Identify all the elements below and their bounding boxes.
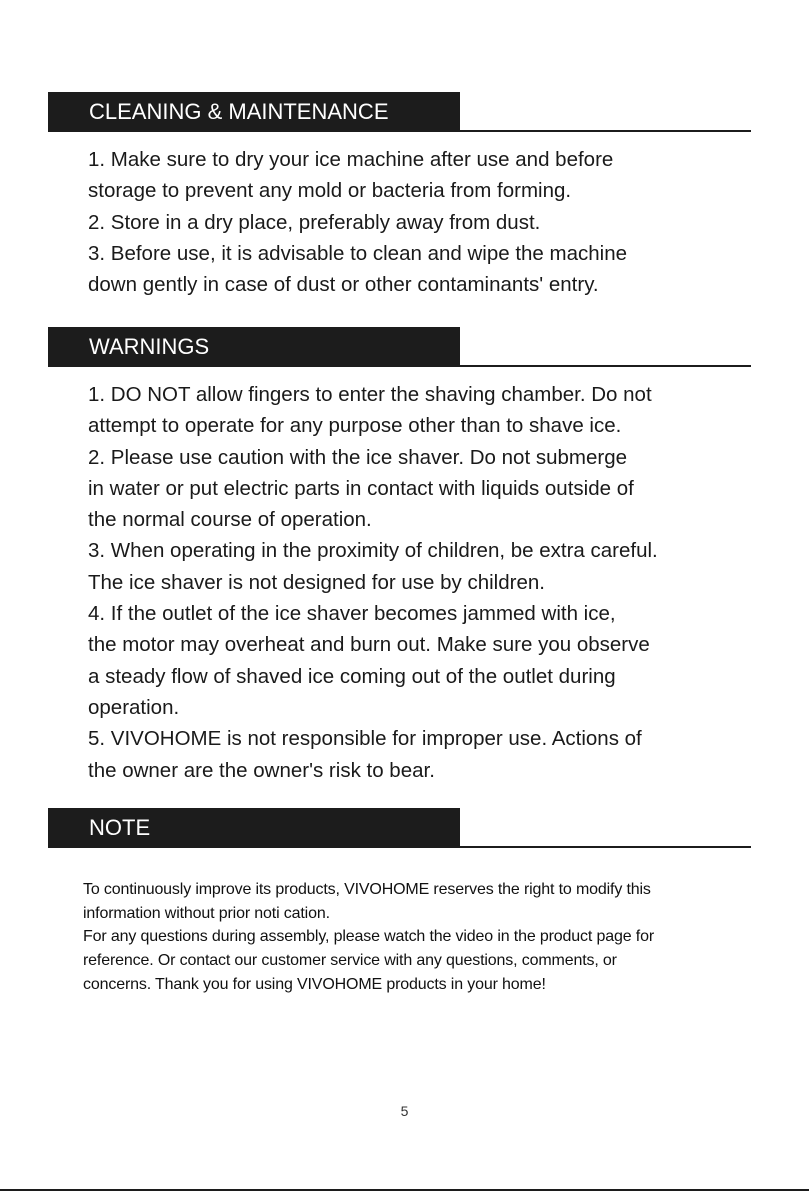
text-line: the owner are the owner's risk to bear. <box>88 758 435 782</box>
page-bottom-rule <box>0 1189 809 1191</box>
text-line: 3. Before use, it is advisable to clean and wipe the machine <box>88 241 628 265</box>
text-line: storage to prevent any mold or bacteria from forming. <box>88 179 572 203</box>
text-line: 1. Make sure to dry your ice machine after use and before <box>88 148 614 171</box>
text-line: The ice shaver is not designed for use by children. <box>88 570 545 594</box>
section-header-warnings <box>48 327 751 367</box>
text-line: operation. <box>88 695 180 719</box>
text-line: 5. VIVOHOME is not responsible for improper use. Actions of <box>88 727 642 751</box>
note-text <box>83 878 783 997</box>
section-rule <box>460 365 751 367</box>
text-line: the normal course of operation. <box>88 508 372 532</box>
section-title: NOTE <box>48 808 460 848</box>
text-line: a steady flow of shaved ice coming out of the outlet during <box>88 664 616 688</box>
section-header-cleaning <box>48 92 751 132</box>
warnings-text <box>88 379 778 786</box>
text-line: concerns. Thank you for using VIVOHOME products in your home! <box>83 975 546 993</box>
text-line: 1. DO NOT allow fingers to enter the shaving chamber. Do not <box>88 383 652 406</box>
text-line: information without prior noti cation. <box>83 904 330 922</box>
text-line: reference. Or contact our customer service with any questions, comments, or <box>83 952 617 970</box>
text-line: 3. When operating in the proximity of children, be extra careful. <box>88 539 658 563</box>
text-line: down gently in case of dust or other contaminants' entry. <box>88 273 599 297</box>
text-line: For any questions during assembly, please watch the video in the product page for <box>83 928 655 946</box>
text-line: 4. If the outlet of the ice shaver becomes jammed with ice, <box>88 602 616 626</box>
page-number: 5 <box>400 1103 409 1119</box>
section-rule <box>460 846 751 848</box>
text-line: in water or put electric parts in contact with liquids outside of <box>88 476 634 500</box>
cleaning-text <box>88 144 778 300</box>
text-line: 2. Store in a dry place, preferably away from dust. <box>88 210 541 234</box>
text-line: the motor may overheat and burn out. Make sure you observe <box>88 633 650 657</box>
text-line: 2. Please use caution with the ice shaver. Do not submerge <box>88 445 628 469</box>
section-title: CLEANING & MAINTENANCE <box>48 92 460 132</box>
section-header-note <box>48 808 751 848</box>
text-line: To continuously improve its products, VIVOHOME reserves the right to modify this <box>83 881 651 898</box>
text-line: attempt to operate for any purpose other than to shave ice. <box>88 414 622 438</box>
section-title: WARNINGS <box>48 327 460 367</box>
section-rule <box>460 130 751 132</box>
